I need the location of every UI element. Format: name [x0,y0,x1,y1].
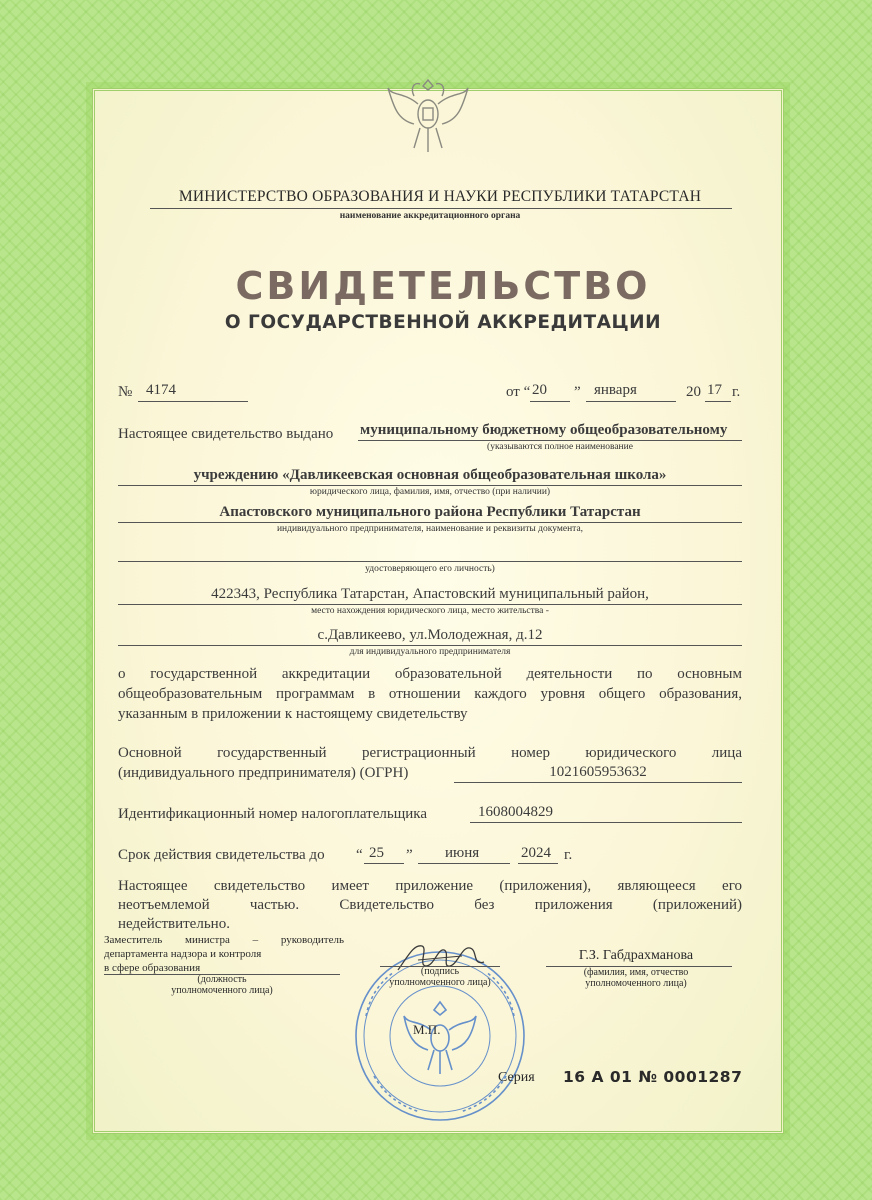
valid-quote-open: “ [356,847,363,863]
inn-label: Идентификационный номер налогоплательщика [118,806,428,822]
caption-authorized-person: уполномоченного лица) [171,985,273,996]
accreditation-text-line3: указанным в приложении к настоящему свидетельству [118,706,468,722]
valid-month: июня [445,845,480,861]
ogrn-value: 1021605953632 [549,764,647,780]
valid-day: 25 [369,845,384,861]
valid-suffix: г. [564,847,573,863]
date-year: 17 [707,382,722,398]
series-number: 16 А 01 № 0001287 [563,1068,743,1086]
caption-position: (должность [197,974,247,985]
ministry-caption: наименование аккредитационного органа [339,211,521,221]
valid-quote-close: ” [406,847,413,863]
stamp-place-mp: М.П. [413,1022,441,1037]
ministry-name: МИНИСТЕРСТВО ОБРАЗОВАНИЯ И НАУКИ РЕСПУБЛИКИ ТАТАРСТАН [178,188,702,205]
document-title: СВИДЕТЕЛЬСТВО [235,264,651,308]
certificate-number: 4174 [146,382,176,398]
accreditation-text-line1: о государственной аккредитации образовательной деятельности по основным [118,666,742,682]
date-year-prefix: 20 [686,384,701,400]
caption-entrepreneur: индивидуального предпринимателя, наименование и реквизиты документа, [276,524,584,534]
issued-label: Настоящее свидетельство выдано [118,426,334,442]
address-line2: с.Давликеево, ул.Молодежная, д.12 [317,627,543,643]
org-name-line2: учреждению «Давликеевская основная общеобразовательная школа» [193,467,667,483]
valid-year: 2024 [521,845,551,861]
ogrn-label-line1: Основной государственный регистрационный номер юридического лица [118,745,742,761]
caption-legal-entity: юридического лица, фамилия, имя, отчество (при наличии) [309,487,551,497]
caption-for-ip: для индивидуального предпринимателя [349,647,511,657]
document-subtitle: О ГОСУДАРСТВЕННОЙ АККРЕДИТАЦИИ [224,312,662,333]
caption-fio-2: уполномоченного лица) [585,978,687,989]
signer-position-line2: департамента надзора и контроля [104,948,262,960]
signer-position-line1: Заместитель министра – руководитель [104,934,344,946]
appendix-text-line3: недействительно. [118,916,230,932]
number-prefix: № [118,384,133,400]
series-label: Серия [498,1070,535,1085]
valid-until-label: Срок действия свидетельства до [118,847,325,863]
date-prefix: от “ [506,384,531,400]
date-month: января [594,382,637,398]
signer-position-line3: в сфере образования [104,962,201,974]
caption-full-name: (указываются полное наименование [487,442,633,452]
accreditation-text-line2: общеобразовательным программам в отношении каждого уровня общего образования, [118,686,742,702]
ogrn-label-line2: (индивидуального предпринимателя) (ОГРН) [118,765,409,781]
date-quote: ” [574,384,581,400]
org-name-line1: муниципальному бюджетному общеобразовательному [360,422,728,438]
appendix-text-line1: Настоящее свидетельство имеет приложение (приложения), являющееся его [118,878,742,894]
caption-location: место нахождения юридического лица, место жительства - [311,606,549,616]
signer-name: Г.З. Габдрахманова [578,948,694,963]
caption-fio: (фамилия, имя, отчество [583,967,689,978]
org-name-line3: Апастовского муниципального района Республики Татарстан [219,504,641,520]
caption-signature-2: уполномоченного лица) [389,977,491,988]
caption-signature: (подпись [420,966,460,977]
coat-of-arms-icon [384,74,472,160]
caption-identity: удостоверяющего его личность) [365,564,495,574]
address-line1: 422343, Республика Татарстан, Апастовский муниципальный район, [211,586,649,602]
date-suffix: г. [732,384,741,400]
appendix-text-line2: неотъемлемой частью. Свидетельство без приложения (приложений) [118,897,742,913]
inn-value: 1608004829 [478,804,553,820]
date-day: 20 [532,382,547,398]
